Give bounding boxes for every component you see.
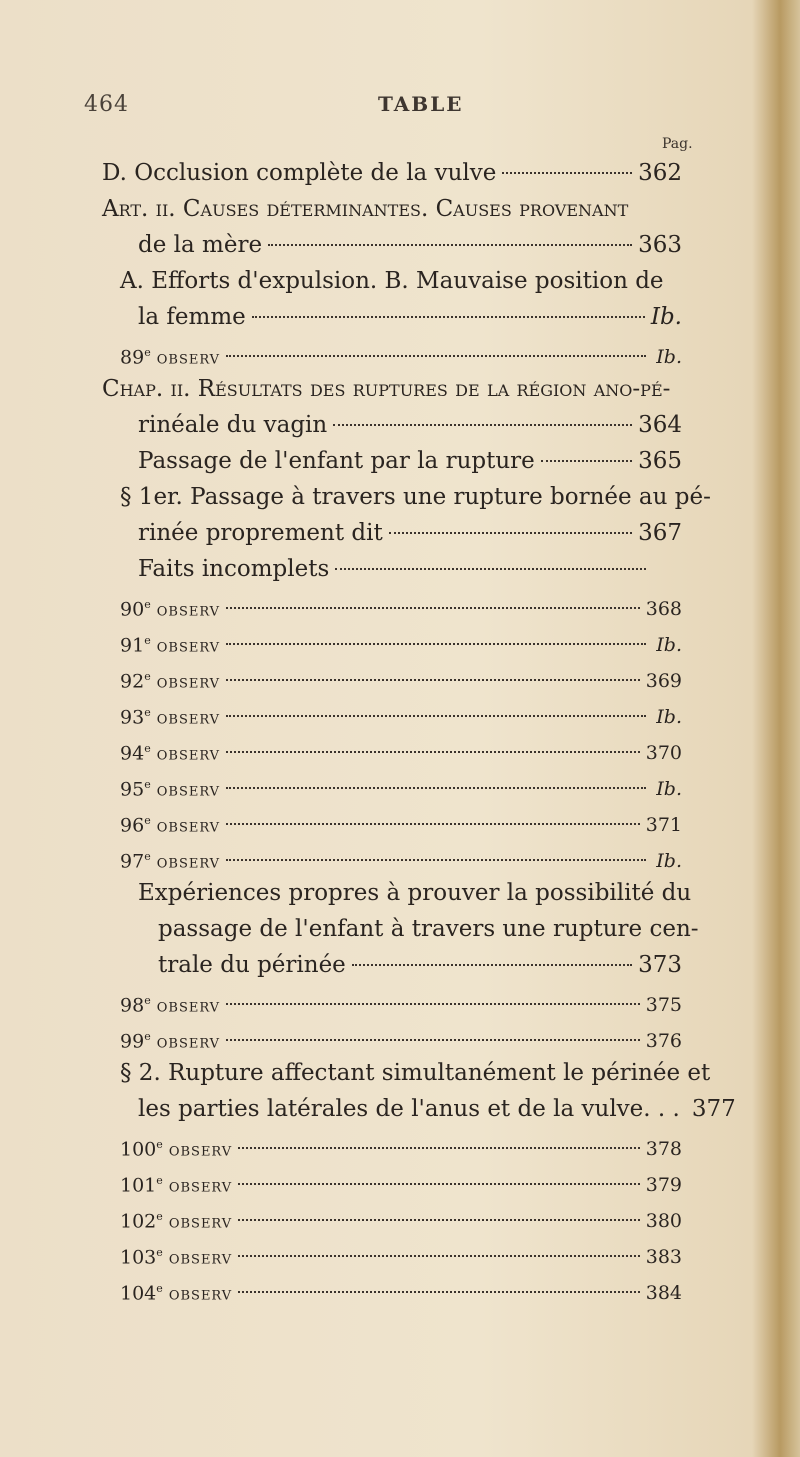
toc-entry xyxy=(138,878,692,908)
toc-entry-page: 371 xyxy=(645,814,682,837)
obs-sup: e xyxy=(144,814,151,827)
dot-leader xyxy=(226,1003,640,1005)
toc-entry-page: 364 xyxy=(638,412,682,438)
obs-label: OBSERV xyxy=(156,640,221,656)
observation-entry xyxy=(120,770,682,800)
toc-entry-text: A. Efforts d'expulsion. B. Mauvaise position de xyxy=(120,268,664,294)
observation-entry xyxy=(120,662,682,692)
dot-leader xyxy=(352,964,632,966)
obs-sup: e xyxy=(156,1138,163,1151)
toc-entry-page: 363 xyxy=(638,232,682,258)
obs-number: 100 xyxy=(120,1138,157,1161)
dot-leader xyxy=(226,679,640,681)
toc-entry xyxy=(102,374,682,404)
running-title: TABLE xyxy=(378,92,464,116)
toc-entry-page: 383 xyxy=(645,1246,682,1269)
toc-entry xyxy=(138,302,682,332)
observation-entry xyxy=(120,590,682,620)
toc-entry-text: Passage de l'enfant par la rupture xyxy=(138,448,535,474)
dot-leader xyxy=(389,532,632,534)
obs-number: 97 xyxy=(120,850,145,873)
toc-entry-page: 375 xyxy=(645,994,682,1017)
dot-leader xyxy=(226,715,646,717)
toc-entry-page: 373 xyxy=(638,952,682,978)
dot-leader xyxy=(252,316,645,318)
toc-entry-text: les parties latérales de l'anus et de la vulve. . . xyxy=(138,1096,680,1122)
toc-entry-page: 380 xyxy=(645,1210,682,1233)
obs-label: OBSERV xyxy=(156,856,221,872)
observation-entry xyxy=(120,806,682,836)
dot-leader xyxy=(226,355,646,357)
obs-sup: e xyxy=(156,1282,163,1295)
obs-label: OBSERV xyxy=(168,1216,233,1232)
toc-entry-page: 367 xyxy=(638,520,682,546)
toc-entry xyxy=(158,914,699,944)
observation-entry xyxy=(120,1130,682,1160)
obs-label: OBSERV xyxy=(156,748,221,764)
toc-entry xyxy=(138,446,682,476)
toc-entry-page: 368 xyxy=(645,598,682,621)
obs-sup: e xyxy=(156,1246,163,1259)
dot-leader xyxy=(226,823,640,825)
toc-entry xyxy=(158,950,682,980)
toc-entry-page: Ib. xyxy=(656,346,682,369)
toc-entry-page: Ib. xyxy=(656,778,682,801)
observation-entry xyxy=(120,1202,682,1232)
obs-sup: e xyxy=(144,1030,151,1043)
dot-leader xyxy=(226,643,646,645)
observation-entry xyxy=(120,1238,682,1268)
dot-leader xyxy=(238,1219,640,1221)
obs-number: 99 xyxy=(120,1030,145,1053)
toc-entry-text: § 2. Rupture affectant simultanément le périnée et xyxy=(120,1060,711,1086)
toc-entry-page: 377 xyxy=(691,1096,736,1122)
dot-leader xyxy=(268,244,632,246)
observation-entry xyxy=(120,1166,682,1196)
toc-entry-page: Ib. xyxy=(650,304,682,330)
observation-entry xyxy=(120,1274,682,1304)
toc-entry xyxy=(138,1094,736,1124)
obs-number: 90 xyxy=(120,598,145,621)
obs-sup: e xyxy=(144,742,151,755)
toc-entry-text: rinée proprement dit xyxy=(138,520,383,546)
obs-sup: e xyxy=(144,346,151,359)
toc-entry-page: Ib. xyxy=(656,850,682,873)
toc-entry xyxy=(138,410,682,440)
obs-number: 92 xyxy=(120,670,145,693)
obs-number: 89 xyxy=(120,346,145,369)
obs-number: 96 xyxy=(120,814,145,837)
toc-entry-page: 376 xyxy=(645,1030,682,1053)
observation-entry xyxy=(120,842,682,872)
dot-leader xyxy=(226,787,646,789)
obs-label: OBSERV xyxy=(156,1036,221,1052)
obs-number: 94 xyxy=(120,742,145,765)
toc-entry-text: Chap. ii. Résultats des ruptures de la région ano-pé- xyxy=(102,376,671,402)
toc-entry-page: 365 xyxy=(638,448,682,474)
dot-leader xyxy=(333,424,632,426)
toc-entry-page: 384 xyxy=(645,1282,682,1305)
toc-entry xyxy=(138,230,682,260)
obs-number: 102 xyxy=(120,1210,157,1233)
toc-entry xyxy=(120,482,711,512)
obs-number: 103 xyxy=(120,1246,157,1269)
toc-entry-text: trale du périnée xyxy=(158,952,346,978)
toc-entry-page: 369 xyxy=(645,670,682,693)
dot-leader xyxy=(238,1183,640,1185)
toc-entry xyxy=(120,1058,711,1088)
toc-entry-text: la femme xyxy=(138,304,246,330)
obs-sup: e xyxy=(144,994,151,1007)
page-number: 464 xyxy=(84,92,129,117)
toc-entry xyxy=(120,266,682,296)
toc-entry-text: rinéale du vagin xyxy=(138,412,328,438)
obs-number: 93 xyxy=(120,706,145,729)
toc-entry-text: § 1er. Passage à travers une rupture bornée au pé- xyxy=(120,484,711,510)
obs-number: 98 xyxy=(120,994,145,1017)
dot-leader xyxy=(238,1291,640,1293)
dot-leader xyxy=(226,1039,640,1041)
obs-sup: e xyxy=(144,706,151,719)
obs-sup: e xyxy=(156,1174,163,1187)
toc-entry-text: de la mère xyxy=(138,232,263,258)
obs-label: OBSERV xyxy=(156,820,221,836)
dot-leader xyxy=(502,172,632,174)
toc-entry-text: Art. ii. Causes déterminantes. Causes provenant xyxy=(102,196,629,222)
obs-label: OBSERV xyxy=(156,1000,221,1016)
obs-number: 104 xyxy=(120,1282,157,1305)
toc-entry-page: 370 xyxy=(645,742,682,765)
toc-entry xyxy=(102,158,682,188)
obs-label: OBSERV xyxy=(168,1180,233,1196)
obs-label: OBSERV xyxy=(168,1144,233,1160)
dot-leader xyxy=(226,751,640,753)
observation-entry xyxy=(120,338,682,368)
toc-entry-page: Ib. xyxy=(656,634,682,657)
toc-entry-page: Ib. xyxy=(656,706,682,729)
obs-label: OBSERV xyxy=(168,1288,233,1304)
obs-label: OBSERV xyxy=(156,676,221,692)
toc-entry-text: passage de l'enfant à travers une rupture cen- xyxy=(158,916,699,942)
toc-entry-text: D. Occlusion complète de la vulve xyxy=(102,160,497,186)
dot-leader xyxy=(541,460,632,462)
pag-label: Pag. xyxy=(662,136,693,152)
obs-sup: e xyxy=(144,850,151,863)
toc-entry-page: 378 xyxy=(645,1138,682,1161)
observation-entry xyxy=(120,626,682,656)
obs-number: 95 xyxy=(120,778,145,801)
obs-sup: e xyxy=(144,598,151,611)
toc-entry-text: Faits incomplets xyxy=(138,556,330,582)
toc-entry-page: 362 xyxy=(638,160,682,186)
obs-label: OBSERV xyxy=(156,352,221,368)
dot-leader xyxy=(238,1255,640,1257)
dot-leader xyxy=(226,607,640,609)
toc-entry-page: 379 xyxy=(645,1174,682,1197)
obs-sup: e xyxy=(144,634,151,647)
toc-entry xyxy=(138,518,682,548)
observation-entry xyxy=(120,734,682,764)
obs-label: OBSERV xyxy=(156,604,221,620)
observation-entry xyxy=(120,986,682,1016)
obs-sup: e xyxy=(156,1210,163,1223)
obs-sup: e xyxy=(144,778,151,791)
toc-entry-text: Expériences propres à prouver la possibilité du xyxy=(138,880,692,906)
dot-leader xyxy=(335,568,646,570)
obs-number: 91 xyxy=(120,634,145,657)
obs-label: OBSERV xyxy=(156,712,221,728)
observation-entry xyxy=(120,698,682,728)
toc-entry xyxy=(102,194,682,224)
obs-sup: e xyxy=(144,670,151,683)
obs-label: OBSERV xyxy=(168,1252,233,1268)
obs-label: OBSERV xyxy=(156,784,221,800)
dot-leader xyxy=(238,1147,640,1149)
obs-number: 101 xyxy=(120,1174,157,1197)
dot-leader xyxy=(226,859,646,861)
observation-entry xyxy=(120,1022,682,1052)
toc-entry xyxy=(138,554,682,584)
